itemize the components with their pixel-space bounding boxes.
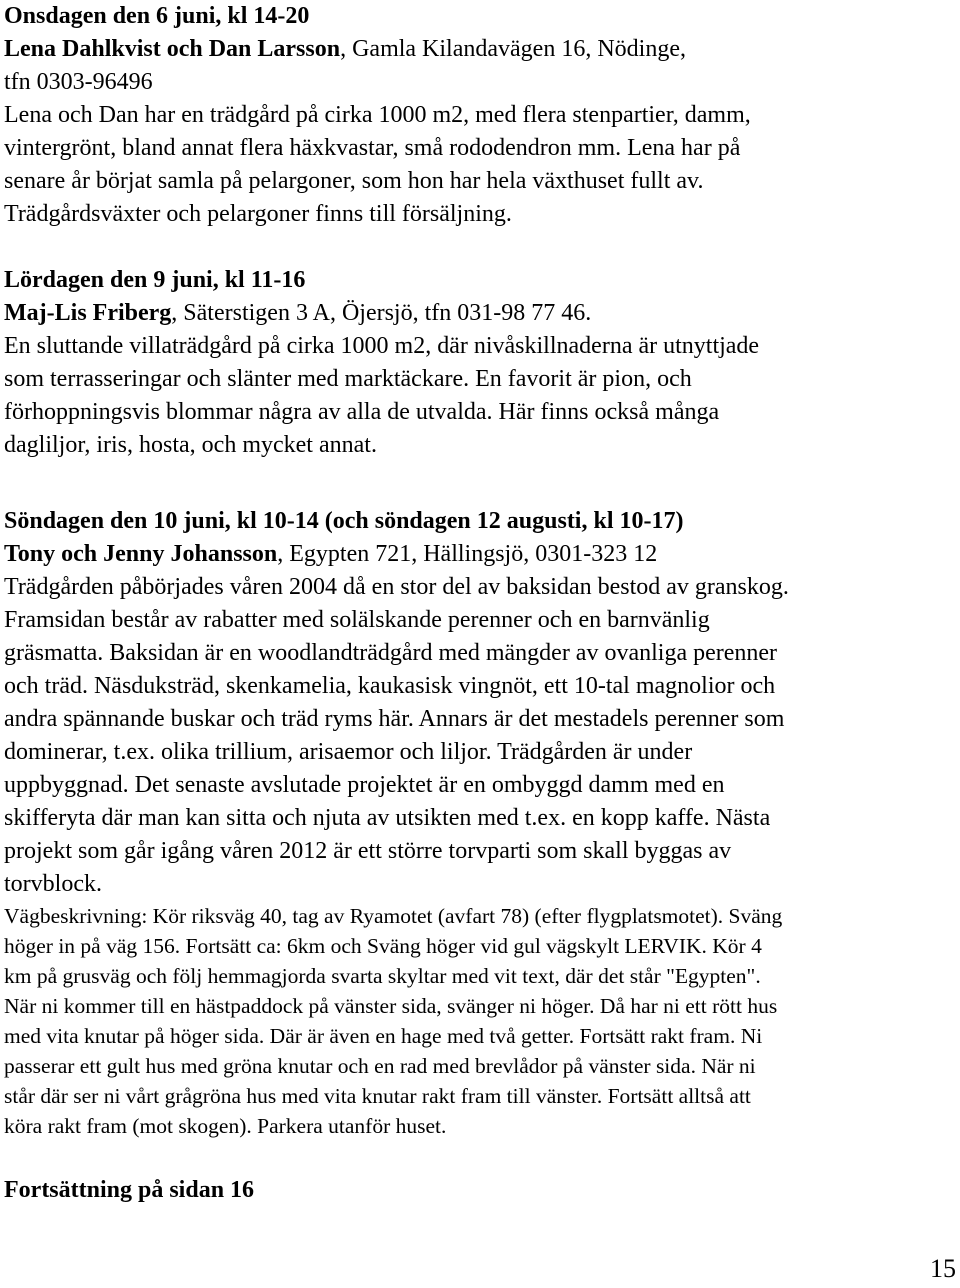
- entry-host-line: [4, 538, 954, 571]
- description-line: Trädgårdsväxter och pelargoner finns till försäljning.: [4, 201, 512, 227]
- entry-host-line: [4, 33, 954, 66]
- directions-line: höger in på väg 156. Fortsätt ca: 6km och Sväng höger vid gul vägskylt LERVIK. Kör 4: [4, 934, 762, 958]
- description-line: förhoppningsvis blommar några av alla de utvalda. Här finns också många: [4, 399, 720, 425]
- description-line: torvblock.: [4, 871, 102, 897]
- directions-line: Vägbeskrivning: Kör riksväg 40, tag av Ryamotet (avfart 78) (efter flygplatsmotet). Sväng: [4, 904, 783, 928]
- continuation-note: Fortsättning på sidan 16: [4, 1177, 255, 1203]
- host-names: Maj-Lis Friberg: [4, 300, 172, 326]
- document-page: [4, 0, 954, 1207]
- description-line: Trädgården påbörjades våren 2004 då en stor del av baksidan bestod av granskog.: [4, 574, 789, 600]
- directions-line: När ni kommer till en hästpaddock på vänster sida, svänger ni höger. Då har ni ett rött hus: [4, 994, 778, 1018]
- description-line: dagliljor, iris, hosta, och mycket annat.: [4, 432, 377, 458]
- description-line: vintergrönt, bland annat flera häxkvastar, små rododendron mm. Lena har på: [4, 135, 741, 161]
- garden-entry-3: [4, 505, 954, 1141]
- entry-heading: Onsdagen den 6 juni, kl 14-20: [4, 3, 310, 29]
- spacer: [4, 231, 954, 264]
- description-line: uppbyggnad. Det senaste avslutade projektet är en ombyggd damm med en: [4, 772, 725, 798]
- host-names: Lena Dahlkvist och Dan Larsson: [4, 36, 341, 62]
- description-line: senare år börjat samla på pelargoner, som hon har hela växthuset fullt av.: [4, 168, 704, 194]
- entry-heading: Lördagen den 9 juni, kl 11-16: [4, 267, 306, 293]
- description-line: En sluttande villaträdgård på cirka 1000 m2, där nivåskillnaderna är utnyttjade: [4, 333, 760, 359]
- entry-host-line: [4, 297, 954, 330]
- directions-line: passerar ett gult hus med gröna knutar och en rad med brevlådor på vänster sida. När ni: [4, 1054, 756, 1078]
- description-line: skifferyta där man kan sitta och njuta av utsikten med t.ex. en kopp kaffe. Nästa: [4, 805, 771, 831]
- directions-line: köra rakt fram (mot skogen). Parkera utanför huset.: [4, 1114, 447, 1138]
- description-line: Framsidan består av rabatter med solälskande perenner och en barnvänlig: [4, 607, 710, 633]
- host-address: , Egypten 721, Hällingsjö, 0301-323 12: [277, 541, 658, 567]
- description-line: gräsmatta. Baksidan är en woodlandträdgård med mängder av ovanliga perenner: [4, 640, 778, 666]
- description-line: och träd. Näsduksträd, skenkamelia, kaukasisk vingnöt, ett 10-tal magnolior och: [4, 673, 776, 699]
- directions-line: med vita knutar på höger sida. Där är även en hage med två getter. Fortsätt rakt fram. Ni: [4, 1024, 763, 1048]
- host-phone: tfn 0303-96496: [4, 69, 153, 95]
- garden-entry-2: [4, 264, 954, 462]
- host-address: , Säterstigen 3 A, Öjersjö, tfn 031-98 77 46.: [171, 300, 592, 326]
- host-address: , Gamla Kilandavägen 16, Nödinge,: [340, 36, 686, 62]
- description-line: Lena och Dan har en trädgård på cirka 1000 m2, med flera stenpartier, damm,: [4, 102, 751, 128]
- spacer: [4, 462, 954, 505]
- page-number: 15: [930, 1254, 956, 1283]
- directions-line: står där ser ni vårt grågröna hus med vita knutar rakt fram till vänster. Fortsätt alltså att: [4, 1084, 751, 1108]
- garden-entry-1: [4, 0, 954, 231]
- description-line: som terrasseringar och slänter med marktäckare. En favorit är pion, och: [4, 366, 692, 392]
- description-line: andra spännande buskar och träd ryms här. Annars är det mestadels perenner som: [4, 706, 785, 732]
- host-names: Tony och Jenny Johansson: [4, 541, 278, 567]
- description-line: projekt som går igång våren 2012 är ett större torvparti som skall byggas av: [4, 838, 732, 864]
- directions-line: km på grusväg och följ hemmagjorda svarta skyltar med vit text, där det står "Egypten".: [4, 964, 761, 988]
- spacer: [4, 1141, 954, 1174]
- description-line: dominerar, t.ex. olika trillium, arisaemor och liljor. Trädgården är under: [4, 739, 693, 765]
- entry-heading: Söndagen den 10 juni, kl 10-14 (och söndagen 12 augusti, kl 10-17): [4, 508, 684, 534]
